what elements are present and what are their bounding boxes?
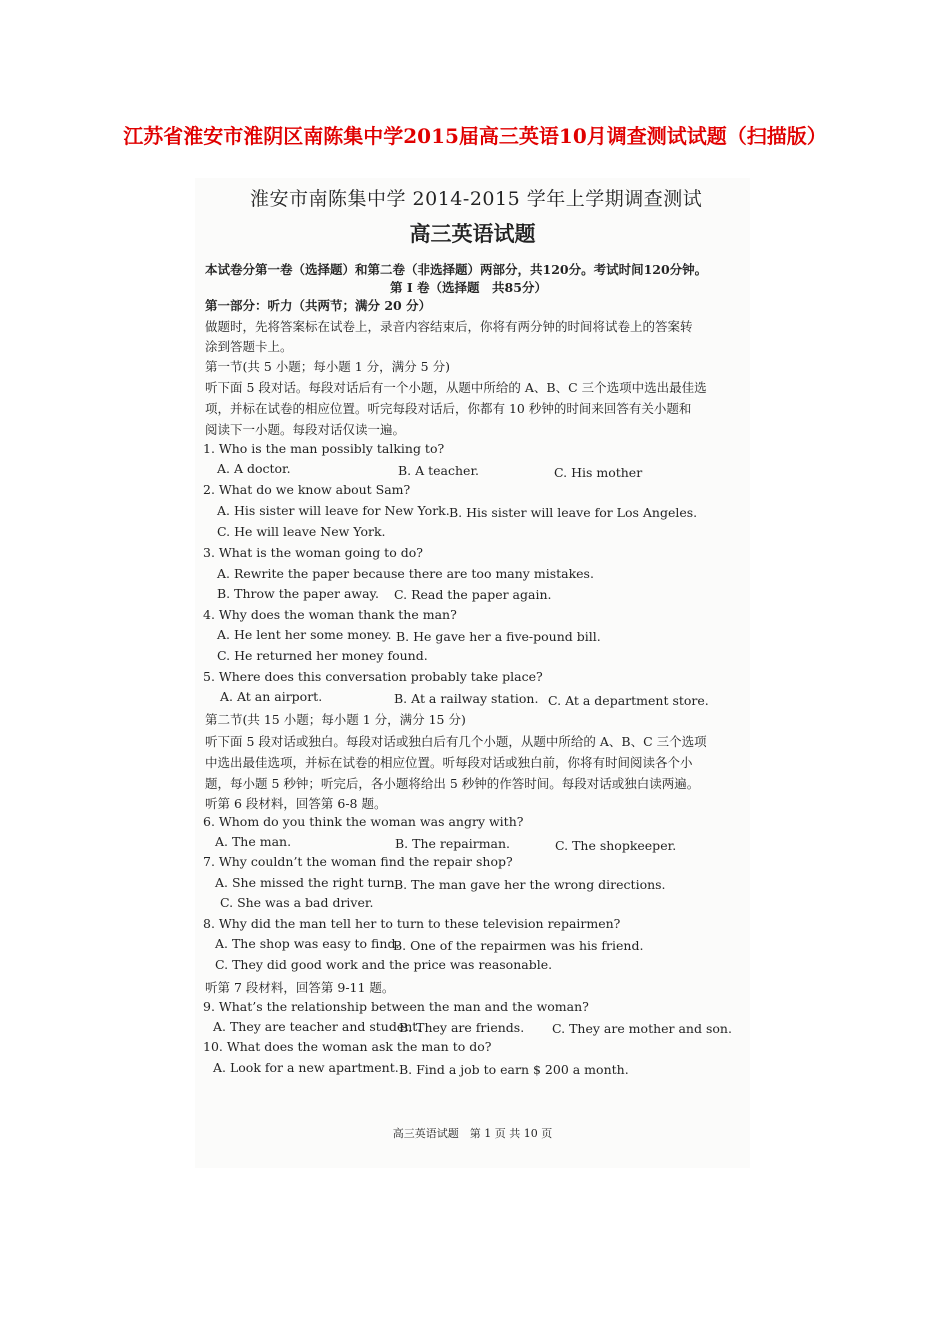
- option-a: A. The man.: [215, 834, 292, 849]
- option-b: B. The repairman.: [395, 836, 511, 851]
- volume-heading: 第 Ⅰ 卷（选择题 共85分）: [390, 280, 547, 295]
- section2-heading: 第二节(共 15 小题；每小题 1 分，满分 15 分): [205, 712, 466, 727]
- instruction-line: 涂到答题卡上。: [205, 339, 293, 354]
- exam-intro: 本试卷分第一卷（选择题）和第二卷（非选择题）两部分，共120分。考试时间120分钟。: [205, 262, 708, 277]
- option-b: B. He gave her a five-pound bill.: [396, 629, 601, 644]
- section1-heading: 第一节(共 5 小题；每小题 1 分，满分 5 分): [205, 359, 450, 374]
- option-a: A. Look for a new apartment.: [213, 1060, 399, 1075]
- option-c: C. His mother: [554, 465, 643, 480]
- page-footer: 高三英语试题 第 1 页 共 10 页: [392, 1127, 553, 1140]
- option-a: A. His sister will leave for New York.: [217, 503, 450, 518]
- paper-title: 高三英语试题: [409, 221, 536, 246]
- instruction-line: 中选出最佳选项，并标在试卷的相应位置。听每段对话或独白前，你将有时间阅读各个小: [205, 755, 693, 770]
- question-stem: 8. Why did the man tell her to turn to these television repairmen?: [203, 916, 621, 931]
- question-stem: 5. Where does this conversation probably take place?: [203, 669, 543, 684]
- part1-heading: 第一部分：听力（共两节；满分 20 分）: [205, 298, 432, 313]
- option-a: A. She missed the right turn.: [215, 875, 399, 890]
- option-a: A. They are teacher and student.: [213, 1019, 422, 1034]
- question-stem: 6. Whom do you think the woman was angry with?: [203, 814, 524, 829]
- option-c: C. He returned her money found.: [217, 648, 428, 663]
- question-stem: 9. What’s the relationship between the man and the woman?: [203, 999, 589, 1014]
- option-c: C. They are mother and son.: [552, 1021, 732, 1036]
- option-c: C. The shopkeeper.: [555, 838, 677, 853]
- option-c: C. They did good work and the price was reasonable.: [215, 957, 553, 972]
- option-c: C. Read the paper again.: [394, 587, 552, 602]
- option-a: A. At an airport.: [220, 689, 323, 704]
- option-b: B. At a railway station.: [394, 691, 539, 706]
- option-c: C. At a department store.: [548, 693, 709, 708]
- material-note: 听第 6 段材料，回答第 6-8 题。: [205, 796, 387, 811]
- option-b: B. The man gave her the wrong directions.: [394, 877, 666, 892]
- option-b: B. His sister will leave for Los Angeles.: [449, 505, 698, 520]
- instruction-line: 听下面 5 段对话。每段对话后有一个小题，从题中所给的 A、B、C 三个选项中选出最佳选: [205, 380, 707, 395]
- instruction-line: 题，每小题 5 秒钟；听完后，各小题将给出 5 秒钟的作答时间。每段对话或独白读两遍。: [205, 776, 700, 791]
- question-stem: 2. What do we know about Sam?: [203, 482, 411, 497]
- option-a: A. The shop was easy to find.: [215, 936, 400, 951]
- option-c: C. He will leave New York.: [217, 524, 386, 539]
- question-stem: 4. Why does the woman thank the man?: [203, 607, 457, 622]
- question-stem: 1. Who is the man possibly talking to?: [203, 441, 445, 456]
- school-header: 淮安市南陈集中学 2014-2015 学年上学期调查测试: [250, 188, 703, 210]
- option-b: B. Find a job to earn $ 200 a month.: [399, 1062, 629, 1077]
- question-stem: 10. What does the woman ask the man to do?: [203, 1039, 492, 1054]
- instruction-line: 阅读下一小题。每段对话仅读一遍。: [205, 422, 406, 437]
- instruction-line: 项，并标在试卷的相应位置。听完每段对话后，你都有 10 秒钟的时间来回答有关小题和: [205, 401, 692, 416]
- option-b: B. They are friends.: [399, 1020, 525, 1035]
- option-a: A. A doctor.: [217, 461, 291, 476]
- option-a: A. He lent her some money.: [217, 627, 392, 642]
- option-b: B. Throw the paper away.: [217, 586, 379, 601]
- option-b: B. A teacher.: [398, 463, 480, 478]
- option-c: C. She was a bad driver.: [220, 895, 374, 910]
- question-stem: 7. Why couldn’t the woman find the repair shop?: [203, 854, 513, 869]
- instruction-line: 做题时，先将答案标在试卷上，录音内容结束后，你将有两分钟的时间将试卷上的答案转: [205, 319, 693, 334]
- option-a: A. Rewrite the paper because there are too many mistakes.: [217, 566, 594, 581]
- instruction-line: 听下面 5 段对话或独白。每段对话或独白后有几个小题，从题中所给的 A、B、C 三个选项: [205, 734, 707, 749]
- question-stem: 3. What is the woman going to do?: [203, 545, 423, 560]
- scanned-exam-page: [195, 178, 750, 1168]
- option-b: B. One of the repairmen was his friend.: [393, 938, 644, 953]
- document-title: 江苏省淮安市淮阴区南陈集中学2015届高三英语10月调查测试试题（扫描版）: [123, 124, 827, 148]
- material-note: 听第 7 段材料，回答第 9-11 题。: [205, 980, 395, 995]
